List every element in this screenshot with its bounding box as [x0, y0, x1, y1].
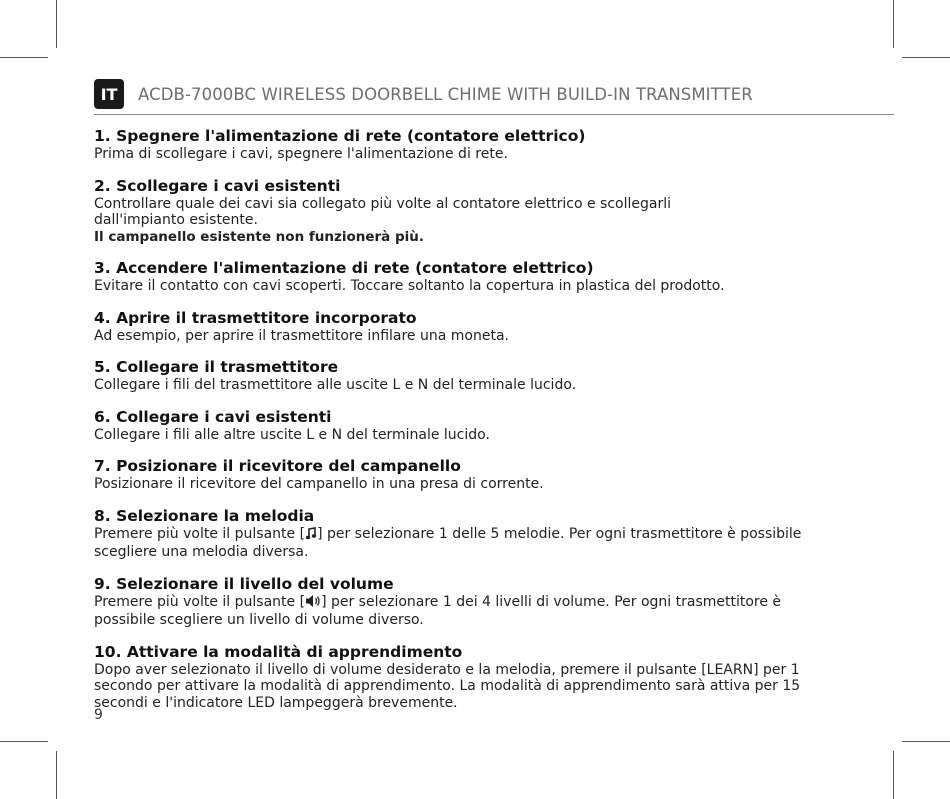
step-9 [94, 575, 854, 629]
step-3 [94, 259, 854, 295]
step-1 [94, 127, 854, 163]
step-text: Ad esempio, per aprire il trasmettitore infilare una moneta. [94, 327, 509, 344]
crop-mark-bottom-right-horizontal [902, 741, 950, 742]
step-text: Collegare i fili alle altre uscite L e N del terminale lucido. [94, 426, 490, 443]
step-heading: 7. Posizionare il ricevitore del campanello [94, 457, 461, 475]
crop-mark-bottom-left-horizontal [0, 741, 48, 742]
step-text [94, 526, 839, 561]
step-8 [94, 507, 854, 561]
step-text-after: ] per selezionare 1 dei 4 livelli di volume. Per ogni trasmettitore è possibile scegliere un livello di volume diverso. [94, 593, 782, 628]
page-number: 9 [94, 707, 103, 723]
crop-mark-top-left-horizontal [0, 57, 48, 58]
step-7 [94, 457, 854, 493]
step-heading: 10. Attivare la modalità di apprendimento [94, 642, 463, 661]
step-text: Prima di scollegare i cavi, spegnere l'alimentazione di rete. [94, 146, 508, 162]
step-heading: 9. Selezionare il livello del volume [94, 574, 394, 593]
music-note-icon [305, 527, 317, 545]
speaker-volume-icon [305, 594, 321, 613]
header-divider [94, 114, 894, 115]
step-text-after: ] per selezionare 1 delle 5 melodie. Per ogni trasmettitore è possibile scegliere una melodia diversa. [94, 525, 802, 560]
step-10 [94, 643, 854, 712]
document-header-title: ACDB-7000BC WIRELESS DOORBELL CHIME WITH BUILD-IN TRANSMITTER [138, 85, 753, 104]
step-heading: 6. Collegare i cavi esistenti [94, 407, 332, 426]
step-heading: 8. Selezionare la melodia [94, 506, 315, 525]
step-text: Collegare i fili del trasmettitore alle uscite L e N del terminale lucido. [94, 377, 577, 393]
step-5 [94, 358, 854, 394]
step-heading: 5. Collegare il trasmettitore [94, 358, 339, 376]
step-text: Controllare quale dei cavi sia collegato più volte al contatore elettrico e scollegarli dall'impianto esistente. [94, 195, 672, 228]
step-heading: 1. Spegnere l'alimentazione di rete (contatore elettrico) [94, 127, 586, 145]
instructions-list [94, 127, 854, 711]
language-badge: IT [94, 79, 124, 109]
step-heading: 3. Accendere l'alimentazione di rete (contatore elettrico) [94, 259, 594, 277]
step-text: Posizionare il ricevitore del campanello in una presa di corrente. [94, 476, 544, 492]
crop-mark-bottom-left-vertical [56, 751, 57, 799]
step-text: Evitare il contatto con cavi scoperti. Toccare soltanto la copertura in plastica del prodotto. [94, 278, 725, 294]
step-heading: 2. Scollegare i cavi esistenti [94, 176, 341, 195]
step-2 [94, 177, 854, 246]
crop-mark-top-right-horizontal [902, 57, 950, 58]
step-text: Dopo aver selezionato il livello di volume desiderato e la melodia, premere il pulsante [LEARN] per 1 secondo per attivare la modalità di apprendimento. La modalità di apprendimento sarà attiva per 15 secondi e l'indicatore LED lampeggerà brevemente. [94, 661, 801, 711]
step-text [94, 594, 829, 629]
step-text-before: Premere più volte il pulsante [ [94, 593, 306, 610]
step-text-before: Premere più volte il pulsante [ [94, 525, 306, 542]
step-6 [94, 408, 854, 444]
crop-mark-top-left-vertical [56, 0, 57, 48]
step-note: Il campanello esistente non funzionerà più. [94, 228, 424, 245]
step-heading: 4. Aprire il trasmettitore incorporato [94, 308, 417, 327]
crop-mark-bottom-right-vertical [893, 751, 894, 799]
step-4 [94, 309, 854, 345]
crop-mark-top-right-vertical [893, 0, 894, 48]
